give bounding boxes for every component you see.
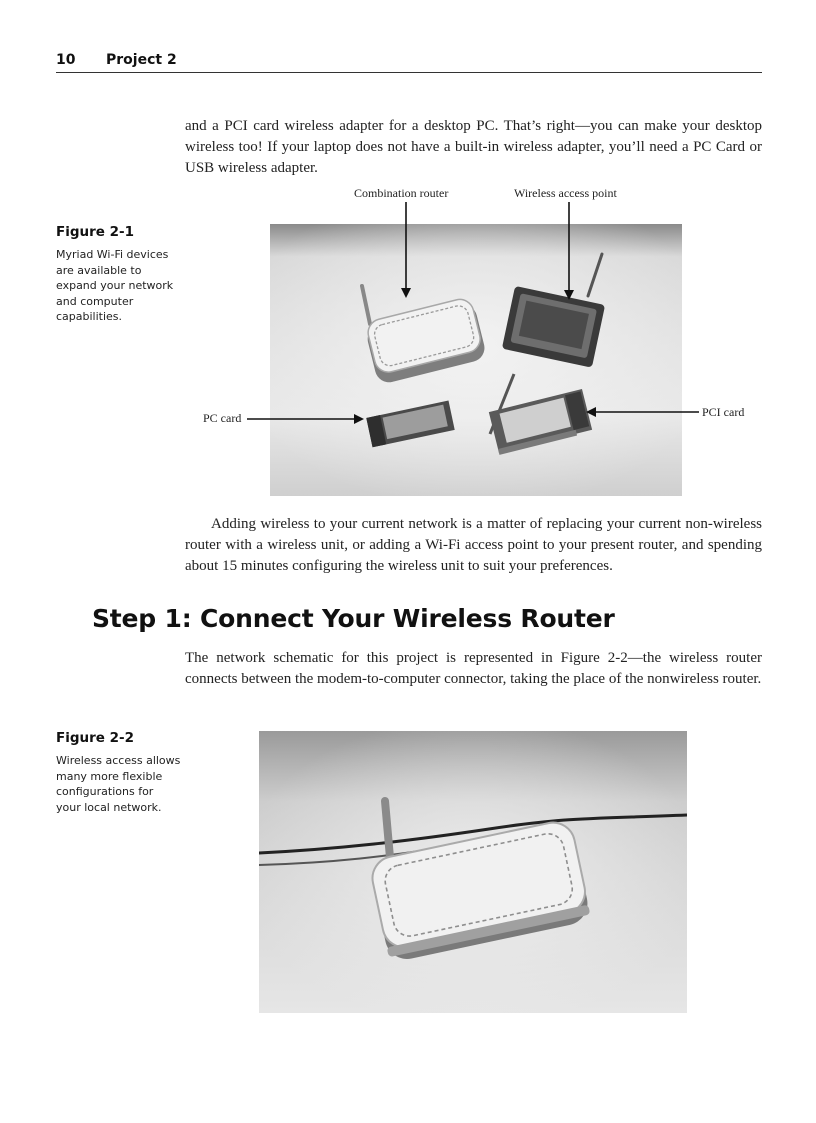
running-header (56, 50, 762, 73)
figure-2-1-photo (270, 224, 682, 496)
callout-combination-router: Combination router (354, 186, 449, 200)
figure-2-2-photo (259, 731, 687, 1013)
figure-2-1-caption: Myriad Wi-Fi devices are available to expand your network and computer capabilities. (56, 248, 174, 323)
callout-pc-card: PC card (203, 411, 242, 425)
schematic-paragraph: The network schematic for this project is represented in Figure 2-2—the wireless router connects between the modem-to-computer connector, taking the place of the nonwireless router. (185, 650, 762, 687)
adding-wireless-paragraph: Adding wireless to your current network is a matter of replacing your current non-wireless router with a wireless unit, or adding a Wi-Fi access point to your present router, and spending about 15 minutes configuring the wireless unit to suit your preferences. (185, 516, 762, 574)
page-number: 10 (56, 52, 76, 68)
section-heading: Step 1: Connect Your Wireless Router (92, 604, 615, 633)
intro-paragraph: and a PCI card wireless adapter for a desktop PC. That’s right—you can make your desktop wireless too! If your laptop does not have a built-in wireless adapter, you’ll need a PC Card or USB wireless adapter. (185, 118, 762, 176)
figure-2-1-title: Figure 2-1 (56, 224, 135, 240)
callout-wireless-access-point: Wireless access point (514, 186, 617, 200)
figure-2-1-label (56, 224, 181, 325)
callout-pci-card: PCI card (702, 405, 745, 419)
figure-2-2-label (56, 730, 181, 815)
figure-2-2-caption: Wireless access allows many more flexible configurations for your local network. (56, 754, 181, 814)
project-title: Project 2 (106, 52, 177, 68)
figure-2-2-title: Figure 2-2 (56, 730, 135, 746)
